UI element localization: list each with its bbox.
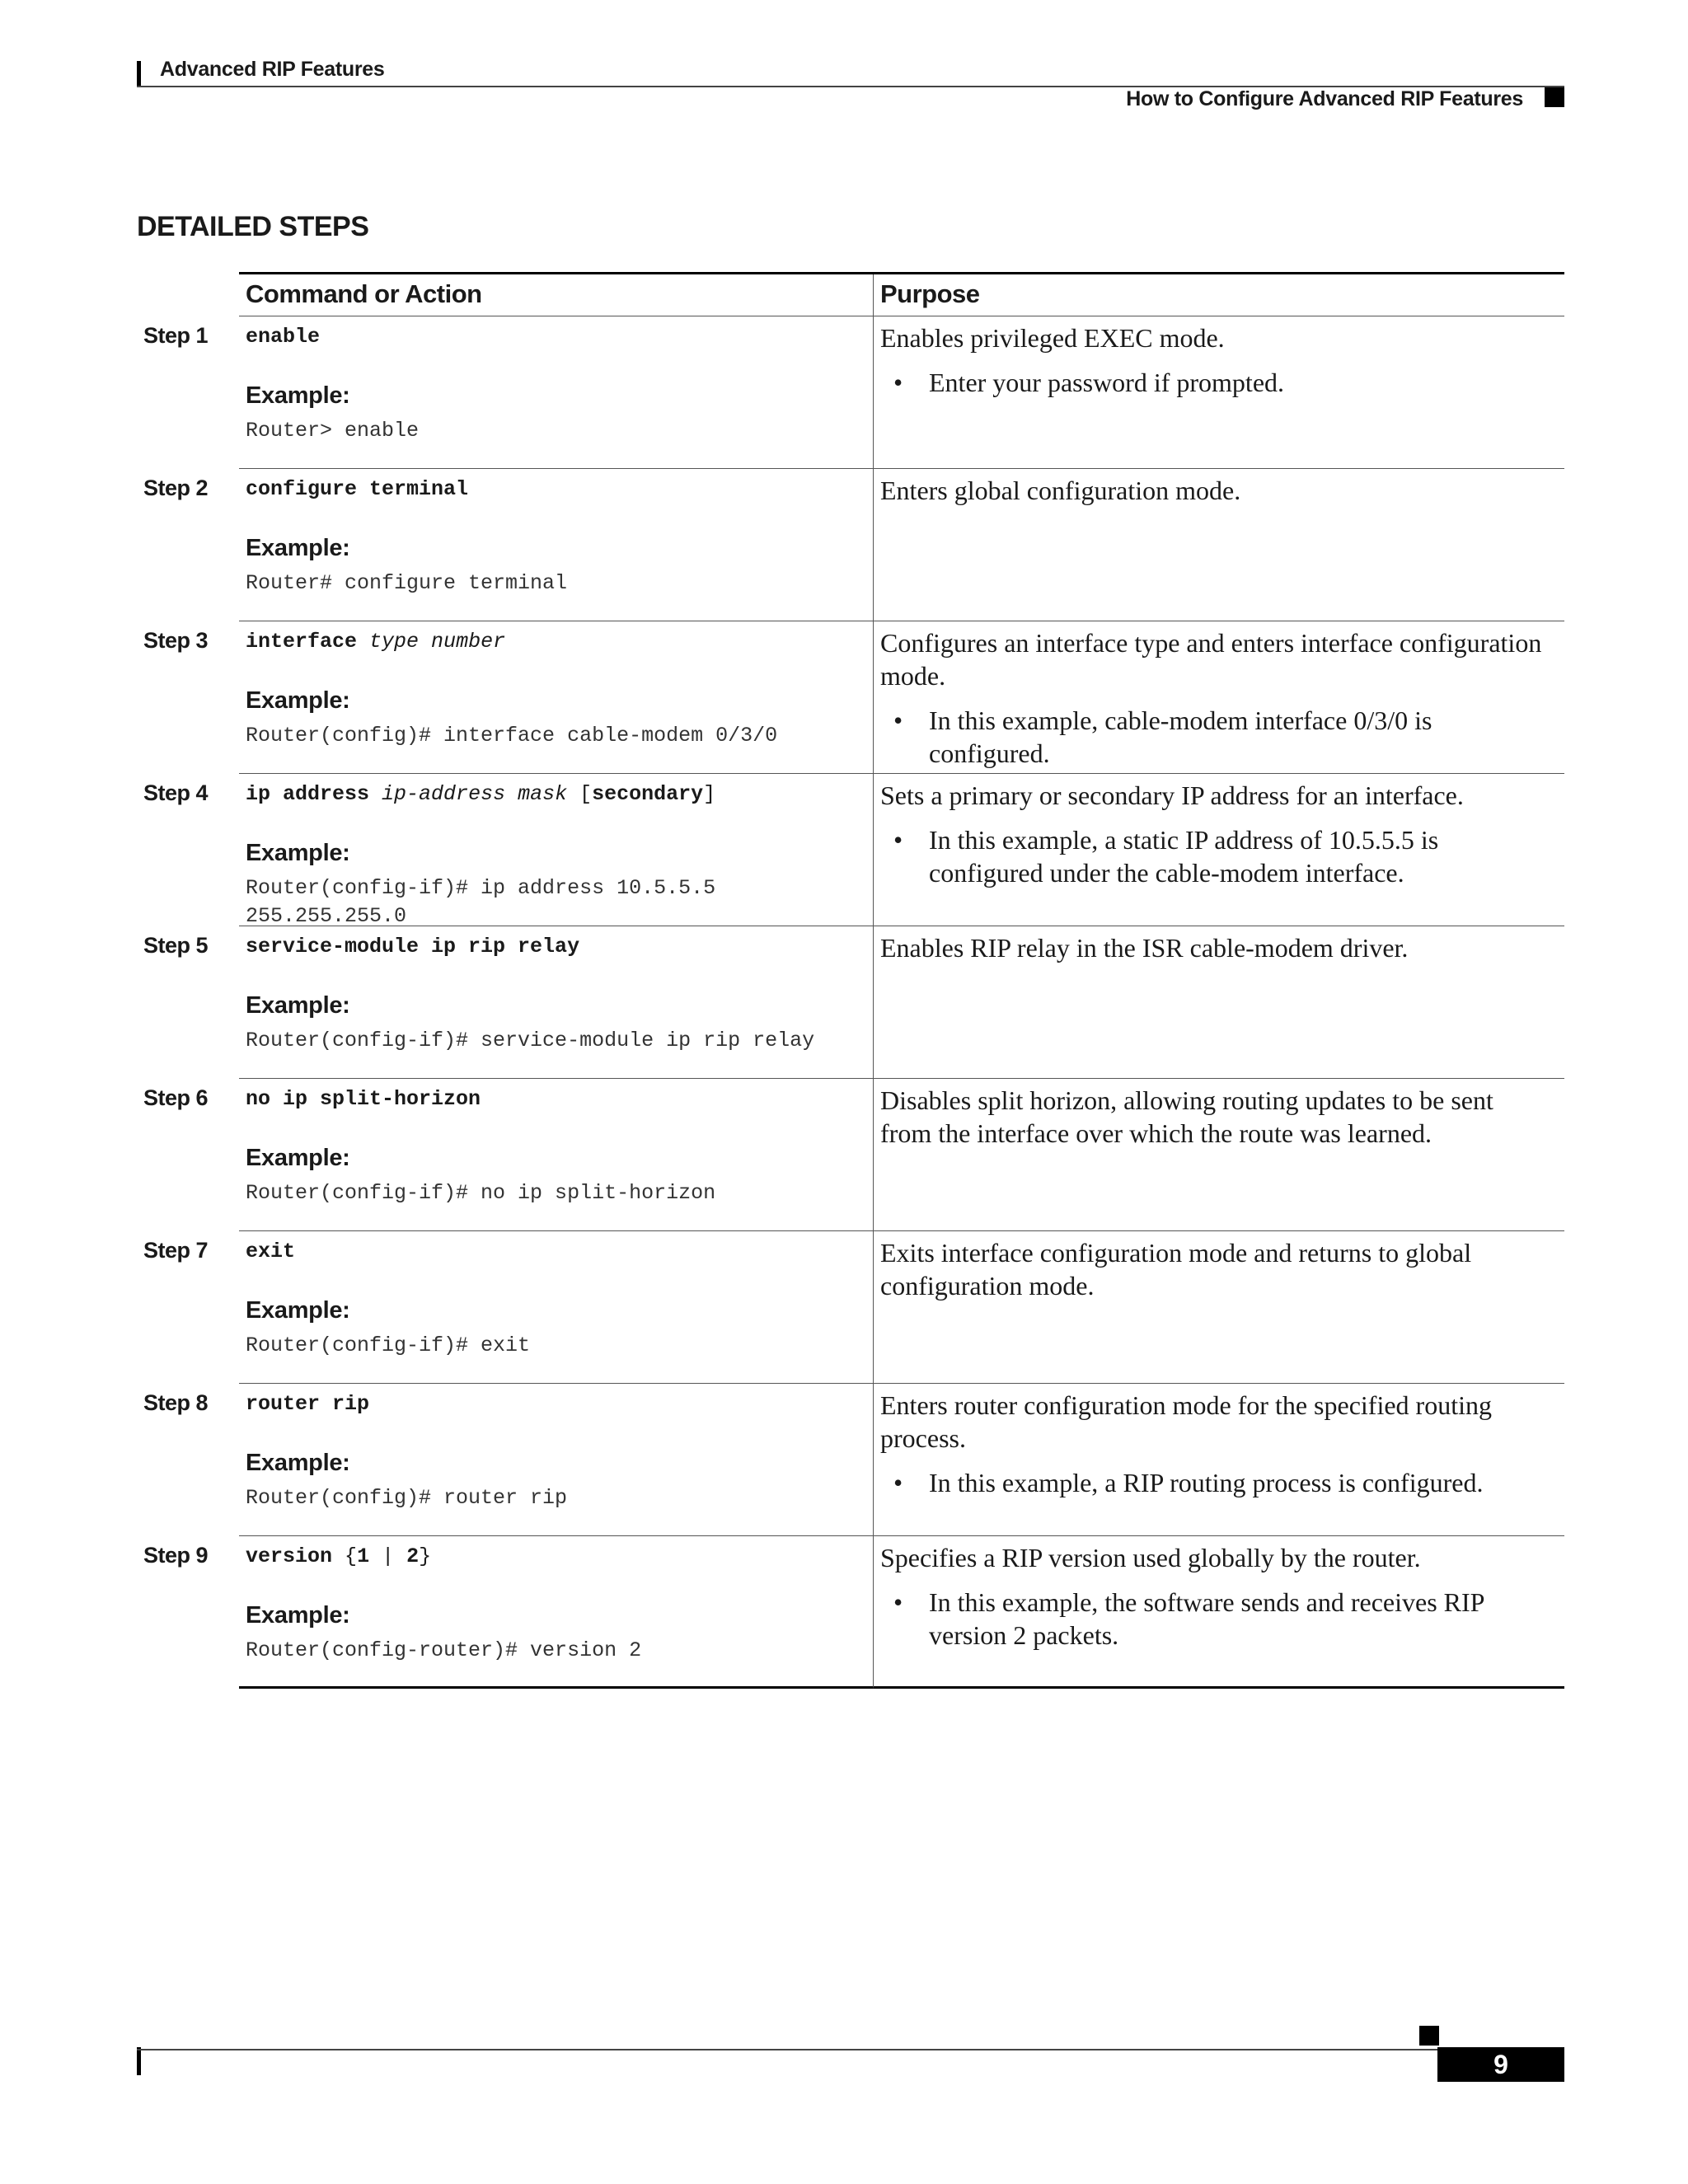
step-label: Step 3 (143, 628, 209, 653)
purpose-bullet: • In this example, the software sends and receives RIP version 2 packets. (880, 1586, 1551, 1652)
purpose-cell (874, 1231, 1564, 1384)
step-label: Step 5 (143, 933, 209, 958)
command-text: ip address ip-address mask [secondary] (246, 782, 716, 806)
table-row (137, 1079, 1564, 1231)
example-label: Example: (246, 1145, 350, 1171)
purpose-cell (874, 621, 1564, 774)
purpose-cell (874, 774, 1564, 926)
command-text: enable (246, 325, 321, 349)
purpose-text: Specifies a RIP version used globally by the router. (880, 1543, 1421, 1572)
purpose-cell (874, 1384, 1564, 1536)
example-label: Example: (246, 840, 350, 866)
table-row (137, 1384, 1564, 1536)
table-row (137, 774, 1564, 926)
purpose-cell (874, 316, 1564, 469)
purpose-text: Configures an interface type and enters interface configuration mode. (880, 628, 1542, 691)
command-text: router rip (246, 1392, 370, 1416)
command-cell (239, 469, 874, 621)
example-code: Router(config-router)# version 2 (246, 1638, 642, 1662)
table-row (137, 316, 1564, 469)
example-code: Router(config-if)# service-module ip rip relay (246, 1029, 815, 1052)
table-row (137, 469, 1564, 621)
purpose-bullets (880, 366, 1551, 399)
purpose-bullet: • Enter your password if prompted. (880, 366, 1551, 399)
page-number: 9 (1437, 2047, 1564, 2082)
purpose-text: Sets a primary or secondary IP address for an interface. (880, 780, 1464, 810)
table-header (239, 272, 1564, 316)
purpose-cell (874, 469, 1564, 621)
purpose-cell (874, 1536, 1564, 1689)
steps-table (137, 272, 1564, 1689)
command-text: no ip split-horizon (246, 1087, 481, 1111)
example-code: Router# configure terminal (246, 571, 568, 595)
command-cell (239, 926, 874, 1079)
example-label: Example: (246, 1450, 350, 1476)
header-chapter-title: Advanced RIP Features (160, 58, 385, 81)
column-header-purpose: Purpose (880, 279, 980, 308)
purpose-text: Enables privileged EXEC mode. (880, 323, 1225, 353)
step-label: Step 2 (143, 476, 209, 500)
example-code: Router(config-if)# ip address 10.5.5.5 255.255.255.0 (246, 876, 716, 928)
footer-rule (137, 2049, 1564, 2050)
example-code: Router(config-if)# no ip split-horizon (246, 1181, 716, 1205)
example-label: Example: (246, 1297, 350, 1324)
command-cell (239, 1079, 874, 1231)
purpose-bullets (880, 823, 1551, 889)
command-cell (239, 1536, 874, 1689)
footer-left-bar (137, 2047, 141, 2075)
command-cell (239, 1384, 874, 1536)
header-square-marker (1545, 87, 1564, 107)
purpose-bullet: • In this example, a static IP address of 10.5.5.5 is configured under the cable-modem interface. (880, 823, 1551, 889)
step-label: Step 4 (143, 780, 209, 805)
command-cell (239, 1231, 874, 1384)
example-code: Router(config)# router rip (246, 1486, 568, 1510)
command-text: version {1 | 2} (246, 1544, 432, 1568)
header-section-title: How to Configure Advanced RIP Features (1126, 87, 1523, 110)
command-text: service-module ip rip relay (246, 935, 580, 958)
example-label: Example: (246, 687, 350, 714)
example-code: Router> enable (246, 419, 420, 443)
command-text: exit (246, 1240, 296, 1263)
detailed-steps-heading: DETAILED STEPS (137, 211, 369, 242)
purpose-text: Exits interface configuration mode and returns to global configuration mode. (880, 1238, 1472, 1301)
command-cell (239, 316, 874, 469)
purpose-bullets (880, 1466, 1551, 1499)
purpose-cell (874, 1079, 1564, 1231)
header-left-bar (137, 61, 141, 87)
footer-square-marker (1419, 2026, 1439, 2046)
purpose-text: Enters global configuration mode. (880, 476, 1241, 505)
example-code: Router(config)# interface cable-modem 0/3/0 (246, 724, 778, 748)
step-label: Step 9 (143, 1543, 209, 1568)
purpose-bullet: • In this example, cable-modem interface 0/3/0 is configured. (880, 704, 1551, 770)
step-label: Step 1 (143, 323, 209, 348)
step-label: Step 6 (143, 1085, 209, 1110)
step-label: Step 7 (143, 1238, 209, 1263)
command-cell (239, 774, 874, 926)
table-row (137, 1231, 1564, 1384)
purpose-text: Disables split horizon, allowing routing updates to be sent from the interface over which the route was learned. (880, 1085, 1493, 1148)
purpose-text: Enters router configuration mode for the specified routing process. (880, 1390, 1492, 1453)
purpose-bullet: • In this example, a RIP routing process is configured. (880, 1466, 1551, 1499)
example-label: Example: (246, 535, 350, 561)
command-text: configure terminal (246, 477, 469, 501)
command-cell (239, 621, 874, 774)
example-code: Router(config-if)# exit (246, 1333, 531, 1357)
table-row (137, 1536, 1564, 1689)
example-label: Example: (246, 1602, 350, 1629)
table-row (137, 926, 1564, 1079)
example-label: Example: (246, 992, 350, 1019)
purpose-bullets (880, 704, 1551, 770)
table-row (137, 621, 1564, 774)
example-label: Example: (246, 382, 350, 409)
command-text: interface type number (246, 630, 506, 654)
step-label: Step 8 (143, 1390, 209, 1415)
purpose-bullets (880, 1586, 1551, 1652)
purpose-text: Enables RIP relay in the ISR cable-modem driver. (880, 933, 1409, 963)
purpose-cell (874, 926, 1564, 1079)
column-header-command: Command or Action (239, 274, 874, 316)
